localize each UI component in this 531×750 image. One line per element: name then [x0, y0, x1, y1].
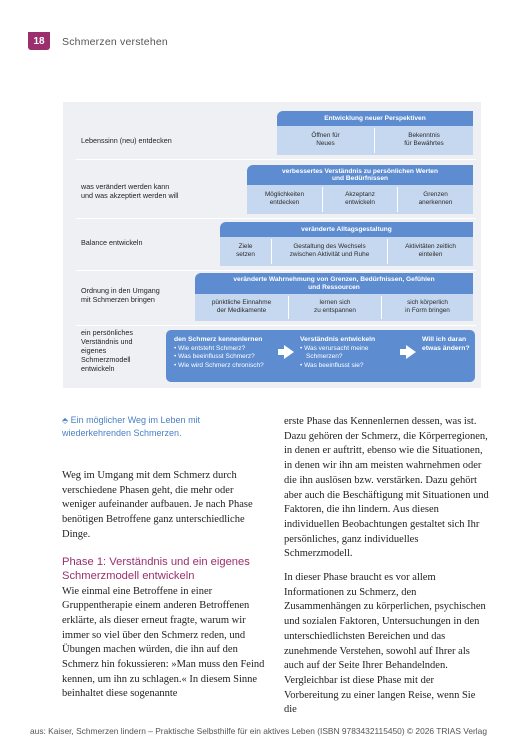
phase-list: [174, 345, 264, 370]
cell: Öffnen für Neues: [311, 132, 340, 147]
phase-title: Will ich daran etwas ändern?: [422, 336, 470, 352]
phase-title: Verständnis entwickeln: [300, 336, 376, 343]
page-number: 18: [28, 32, 50, 50]
row-heading: veränderte Wahrnehmung von Grenzen, Bedürfnissen, Gefühlen und Ressourcen: [195, 273, 473, 294]
list-item: • Was beeinflusst sie?: [300, 361, 364, 369]
list-item: • Was verursacht meine Schmerzen?: [300, 345, 369, 361]
row-label: ein persönliches Verständnis und eigenes Schmerzmodell entwickeln: [81, 328, 133, 373]
footer-citation: aus: Kaiser, Schmerzen lindern – Praktische Selbsthilfe für ein aktives Leben (ISBN 9783432115450) © 2026 TRIAS Verlag: [30, 726, 487, 736]
paragraph: Weg im Umgang mit dem Schmerz durch verschiedene Phasen geht, die mehr oder weniger aufeinander aufbauen. Je nach Phase benötigen Betroffene ganz unterschiedliche Dinge.: [62, 470, 253, 540]
phase-title: den Schmerz kennenlernen: [174, 336, 263, 343]
phase-list: [300, 345, 369, 370]
list-item: • Wie entsteht Schmerz?: [174, 345, 246, 352]
paragraph: Wie einmal eine Betroffene in einer Gruppentherapie einem anderen Betroffenen erklärte, als dieser erneut fragte, warum wir immer so viel über den Schmerz reden, und Übungen machen würden, die ihn auf den Schmerz hin fokussieren: »Man muss den Feind kennen, um ihn zu schlagen.« In diesem Sinne beinhaltet diese sogenannte: [62, 585, 265, 700]
cell: Möglichkeiten entdecken: [264, 191, 305, 206]
row-label: Lebenssinn (neu) entdecken: [81, 136, 172, 145]
running-header: Schmerzen verstehen: [62, 36, 168, 48]
figure-caption: ⬘ Ein möglicher Weg im Leben mit wiederkehrenden Schmerzen.: [62, 415, 201, 438]
row-label: Balance entwickeln: [81, 238, 143, 247]
cell: sich körperlich in Form bringen: [405, 299, 450, 314]
up-arrow-icon: ⬘: [62, 416, 69, 425]
cell: pünktliche Einnahme der Medikamente: [211, 299, 272, 314]
cell: Grenzen anerkennen: [418, 191, 453, 206]
cell: Bekenntnis für Bewährtes: [404, 132, 444, 147]
row-heading: veränderte Alltagsgestaltung: [220, 222, 473, 237]
list-item: • Wie wird Schmerz chronisch?: [174, 361, 264, 369]
row-label: was verändert werden kann und was akzeptiert werden will: [81, 182, 179, 200]
row-heading: Entwicklung neuer Perspektiven: [277, 111, 473, 126]
cell: Aktivitäten zeitlich einteilen: [405, 243, 456, 258]
phase-box: [166, 330, 475, 382]
arrow-right-icon: [284, 345, 294, 359]
row-heading: verbessertes Verständnis zu persönlichen Werten und Bedürfnissen: [247, 165, 473, 185]
cell: Akzeptanz entwickeln: [345, 191, 375, 206]
cell: Gestaltung des Wechsels zwischen Aktivität und Ruhe: [289, 243, 370, 258]
row-label: Ordnung in den Umgang mit Schmerzen bringen: [81, 286, 160, 304]
paragraph: In dieser Phase braucht es vor allem Informationen zu Schmerz, den Zusammenhängen zu körperlichen, psychischen und sozialen Faktoren, Untersuchungen in den unterschiedlichsten Bereichen und das zunehmende Verstehen, sowohl auf Ihrer als auch auf der Seite Ihrer Behandelnden. Vergleichbar ist diese Phase mit der Vorbereitung zu einer langen Reise, wenn Sie die: [284, 572, 486, 716]
text-column-right: [284, 415, 489, 727]
stair-diagram: [63, 102, 481, 388]
cell: Ziele setzen: [236, 243, 255, 258]
paragraph: erste Phase das Kennenlernen dessen, was ist. Dazu gehören der Schmerz, die Körperregionen, in denen er auftritt, ebenso wie die Situationen, in denen wir ihn am meisten wahrnehmen oder die ihn auslösen bzw. verstärken. Dazu gehört aber auch die Beschäftigung mit Situationen und Faktoren, die ihn lindern. Aus diesen individuellen Beobachtungen gestaltet sich Ihr persönliches, ganz individuelles Schmerzmodell.: [284, 416, 489, 560]
cell: lernen sich zu entspannen: [314, 299, 356, 314]
arrow-right-icon: [406, 345, 416, 359]
text-column-left: [62, 469, 267, 711]
list-item: • Was beeinflusst Schmerz?: [174, 353, 255, 361]
section-heading: Phase 1: Verständnis und ein eigenes Schmerzmodell entwickeln: [62, 555, 250, 582]
